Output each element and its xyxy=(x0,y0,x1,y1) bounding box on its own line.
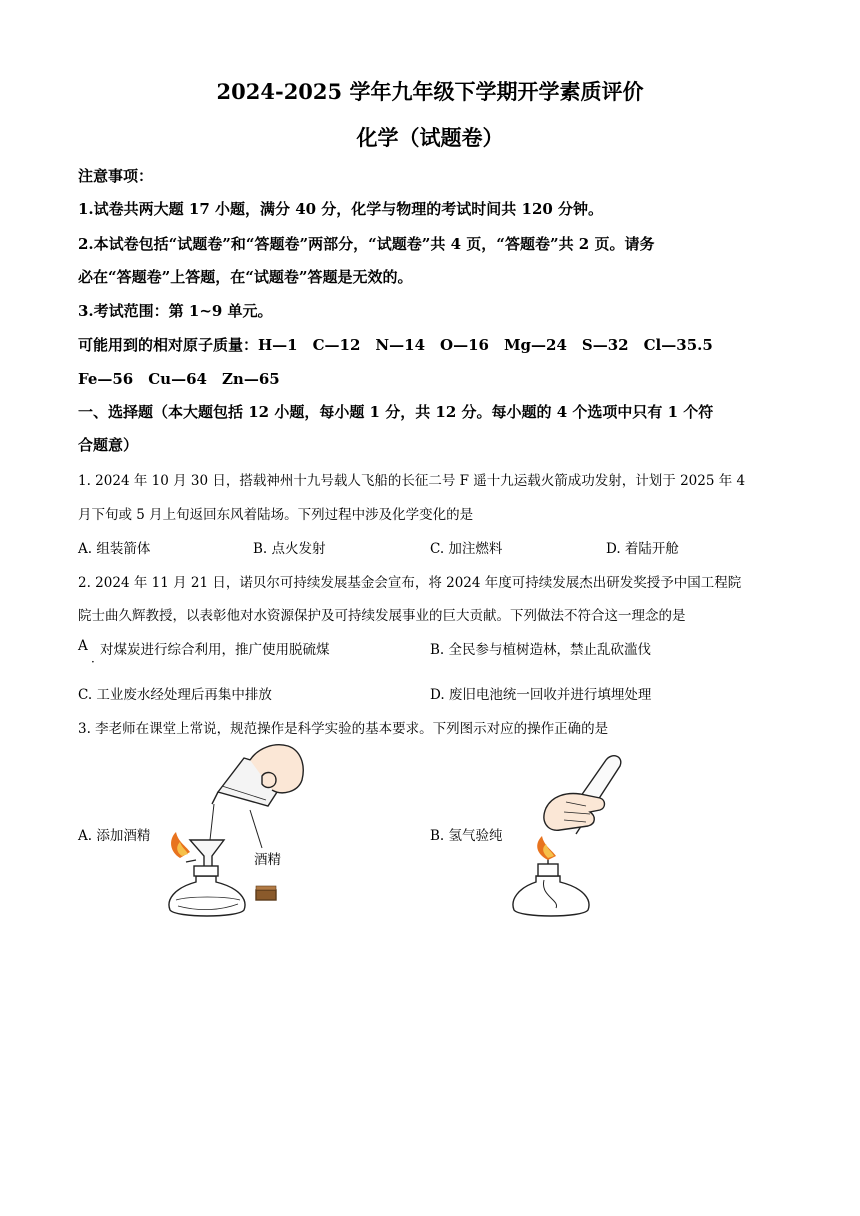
q2-stem-line-2: 院士曲久辉教授，以表彰他对水资源保护及可持续发展事业的巨大贡献。下列做法不符合这一理念的是 xyxy=(78,608,686,624)
q2-option-a-text: 对煤炭进行综合利用，推广使用脱硫煤 xyxy=(100,642,330,658)
q1-option-a: A. 组装箭体 xyxy=(78,541,151,557)
q3-option-a: A. 添加酒精 xyxy=(78,828,151,844)
q3-stem: 3. 李老师在课堂上常说，规范操作是科学实验的基本要求。下列图示对应的操作正确的是 xyxy=(78,721,609,737)
section-heading-line-1: 一、选择题（本大题包括 12 小题，每小题 1 分，共 12 分。每小题的 4 个选项中只有 1 个符 xyxy=(78,403,714,421)
q2-stem-line-1: 2. 2024 年 11 月 21 日，诺贝尔可持续发展基金会宣布，将 2024 年度可持续发展杰出研发奖授予中国工程院 xyxy=(78,575,742,591)
q1-option-d: D. 着陆开舱 xyxy=(606,541,679,557)
notes-item-2-line-2: 必在“答题卷”上答题，在“试题卷”答题是无效的。 xyxy=(78,268,413,286)
q2-option-a-letter: A xyxy=(78,638,88,654)
q3-option-b: B. 氢气验纯 xyxy=(430,828,503,844)
notes-item-1: 1.试卷共两大题 17 小题，满分 40 分，化学与物理的考试时间共 120 分钟。 xyxy=(78,200,604,218)
q2-option-d: D. 废旧电池统一回收并进行填埋处理 xyxy=(430,687,652,703)
atomic-masses-line-2: Fe—56 Cu—64 Zn—65 xyxy=(78,370,280,388)
q2-option-b: B. 全民参与植树造林，禁止乱砍滥伐 xyxy=(430,642,652,658)
notes-heading: 注意事项： xyxy=(78,167,154,185)
section-heading-line-2: 合题意） xyxy=(78,436,139,454)
stray-dot: · xyxy=(91,655,95,669)
page-subtitle: 化学（试题卷） xyxy=(356,125,504,150)
q1-stem-line-1: 1. 2024 年 10 月 30 日，搭载神州十九号载人飞船的长征二号 F 遥十九运载火箭成功发射，计划于 2025 年 4 xyxy=(78,473,746,489)
atomic-masses-line-1: 可能用到的相对原子质量：H—1 C—12 N—14 O—16 Mg—24 S—32 Cl—35.5 xyxy=(78,336,713,354)
q1-stem-line-2: 月下旬或 5 月上旬返回东风着陆场。下列过程中涉及化学变化的是 xyxy=(78,507,474,523)
label-alcohol: 酒精 xyxy=(254,852,281,868)
q1-option-c: C. 加注燃料 xyxy=(430,541,503,557)
notes-item-2-line-1: 2.本试卷包括“试题卷”和“答题卷”两部分，“试题卷”共 4 页，“答题卷”共 2 页。请务 xyxy=(78,235,655,253)
notes-item-3: 3.考试范围：第 1~9 单元。 xyxy=(78,302,273,320)
q1-option-b: B. 点火发射 xyxy=(253,541,326,557)
q2-option-c: C. 工业废水经处理后再集中排放 xyxy=(78,687,272,703)
page-title: 2024-2025 学年九年级下学期开学素质评价 xyxy=(216,79,644,104)
